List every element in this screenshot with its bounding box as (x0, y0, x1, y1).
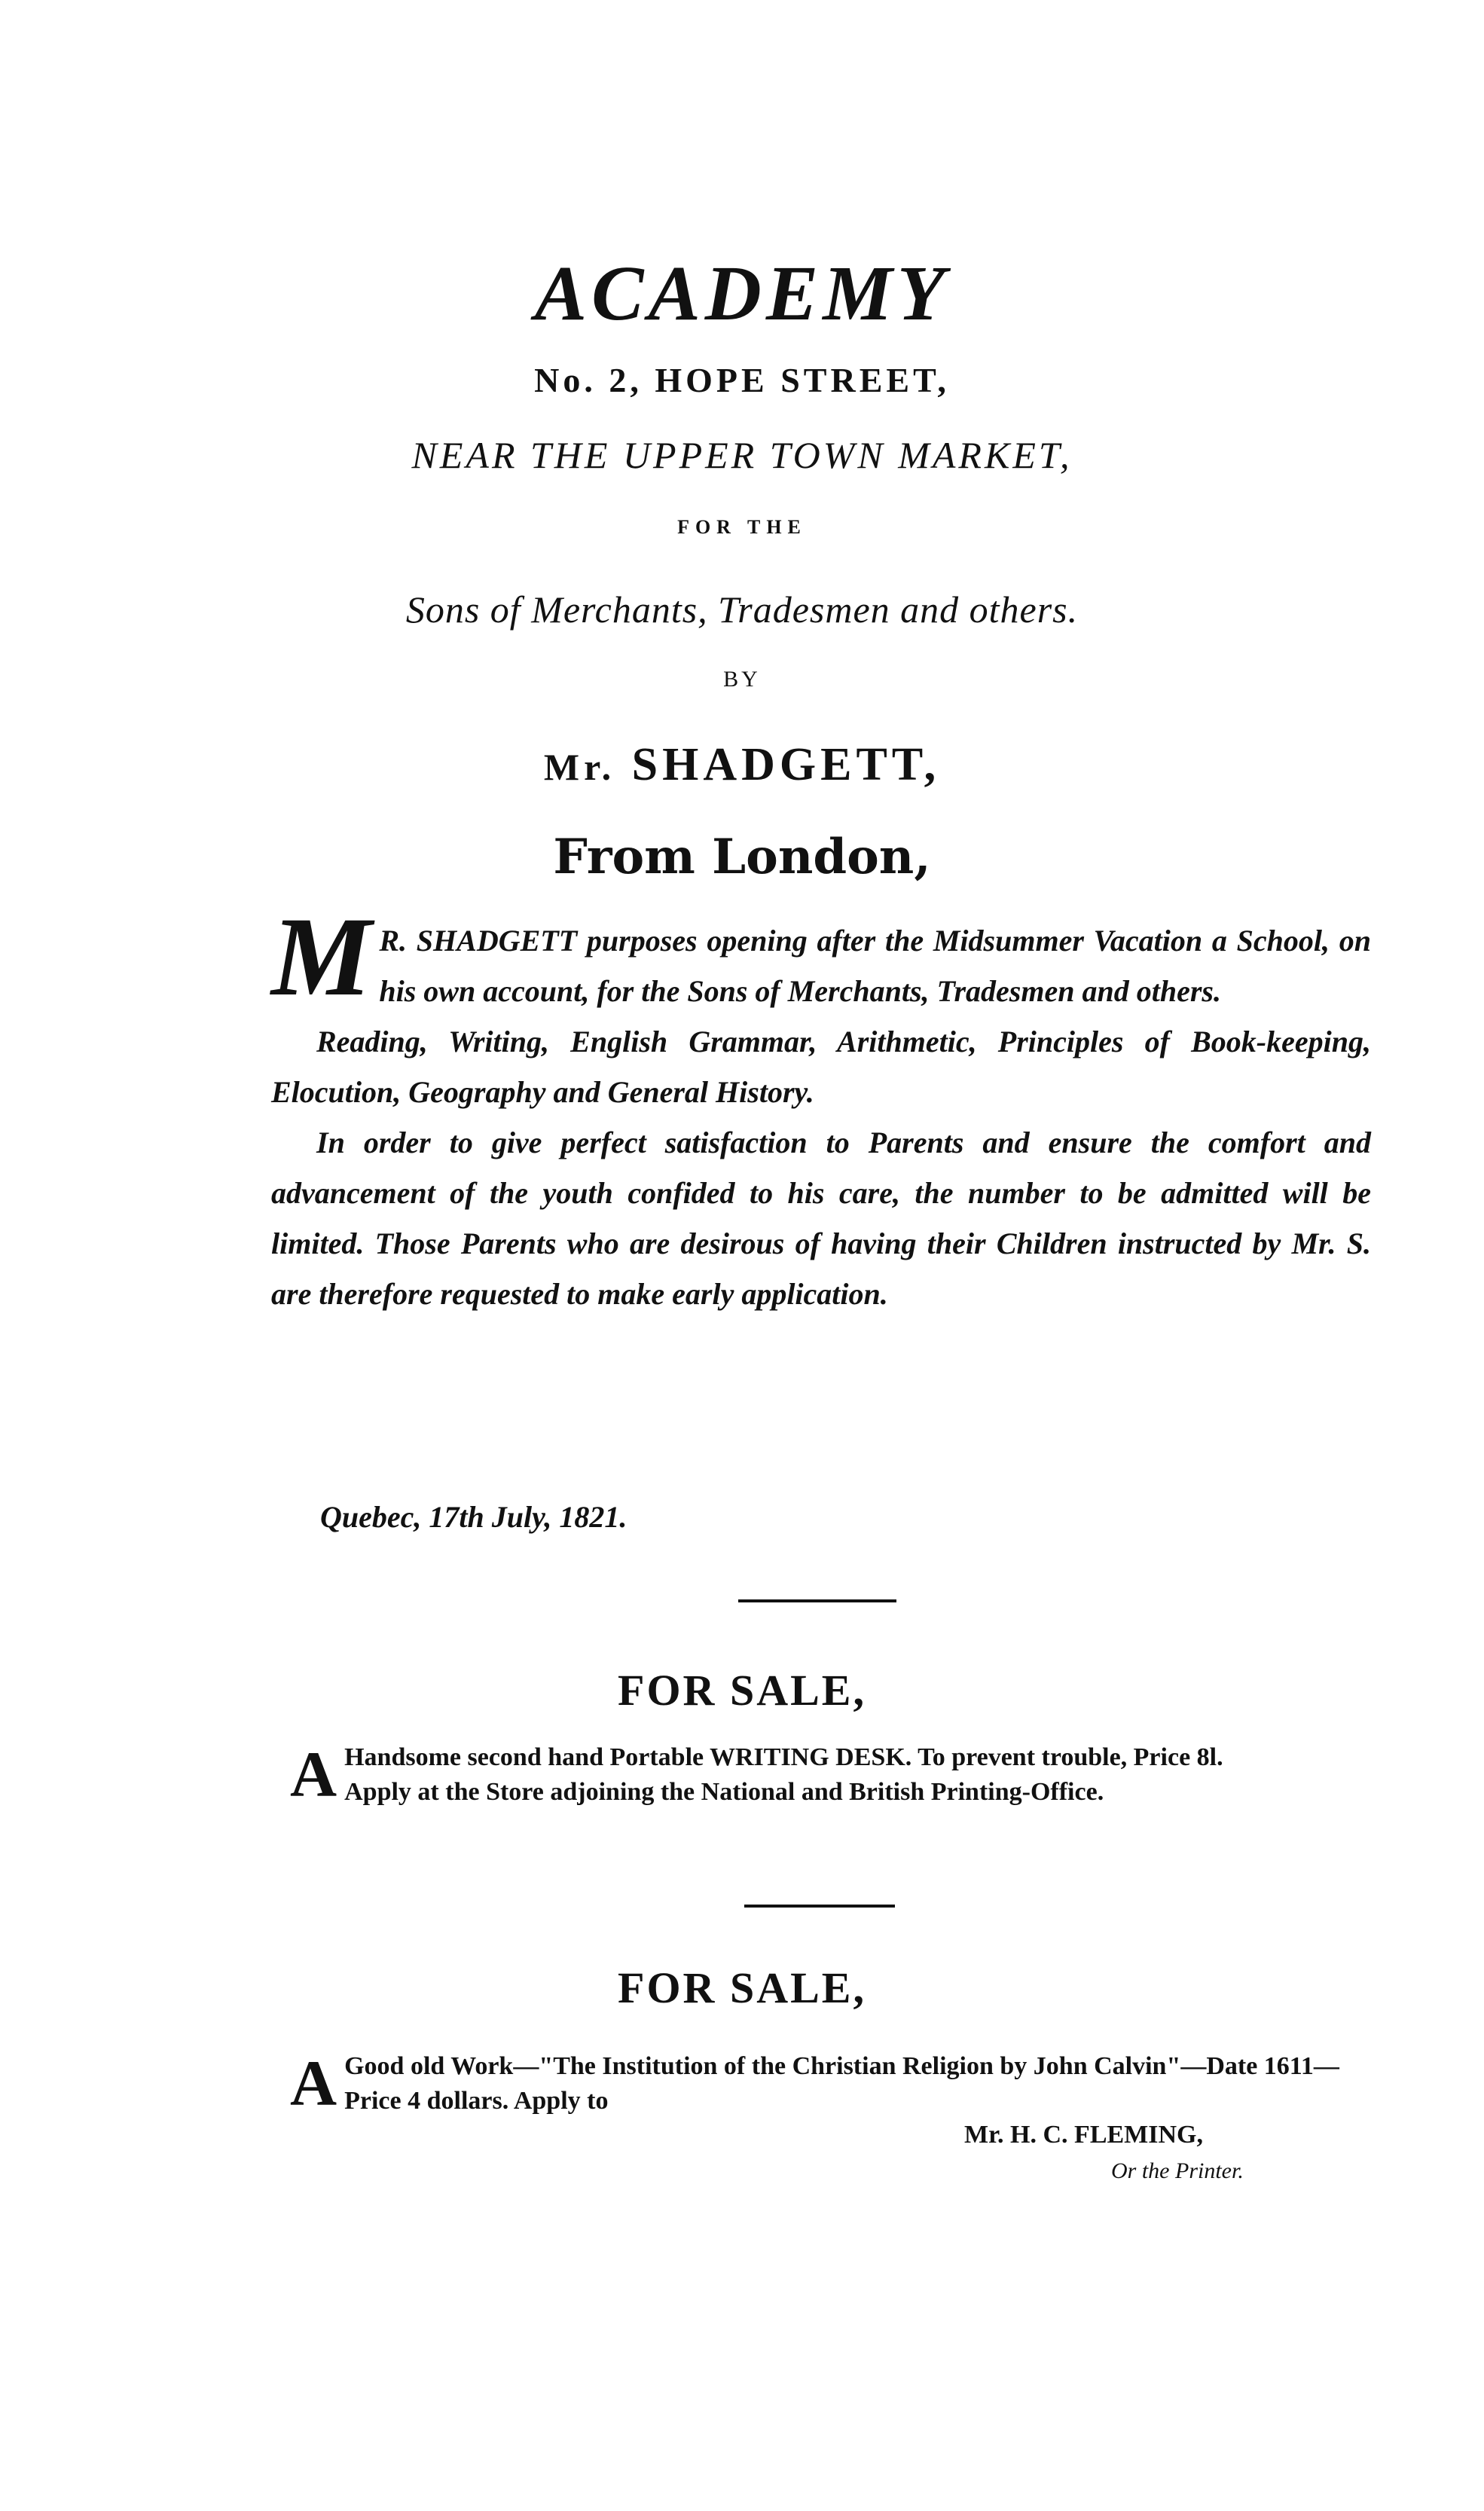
sale-heading-1: FOR SALE, (618, 1666, 866, 1715)
notice-paragraph-1 (271, 894, 1371, 1019)
apply-to-name: Mr. H. C. FLEMING, (964, 2121, 1204, 2149)
ad-initial: A (290, 2047, 337, 2119)
section-divider (744, 1905, 895, 1908)
address-street: No. 2, HOPE STREET, (534, 361, 950, 399)
dateline: Quebec, 17th July, 1821. (320, 1500, 627, 1534)
sale-ad-calvin-book (290, 2049, 1375, 2118)
ad-calvin-book-text: Good old Work—"The Institution of the Christian Religion by John Calvin"—Date 1611—Price 4 dollars. Apply to (344, 2052, 1339, 2115)
audience-line: Sons of Merchants, Tradesmen and others. (405, 588, 1079, 631)
notice-paragraph-3: In order to give perfect satisfaction to Parents and ensure the comfort and advancement of the youth confided to his care, the number to be admitted will be limited. Those Parents who are desirous of having their Children instructed by Mr. S. are therefore requested to make early application. (271, 1126, 1371, 1311)
by-label: BY (723, 667, 761, 692)
ad-writing-desk-line-1: Handsome second hand Portable WRITING DESK. To prevent trouble, Price 8l. (344, 1743, 1223, 1771)
teacher-name: SHADGETT, (631, 739, 941, 790)
teacher-prefix: Mr. (543, 746, 616, 788)
for-the-label: FOR THE (677, 516, 807, 538)
address-market: NEAR THE UPPER TOWN MARKET, (411, 434, 1073, 476)
apply-to-block (964, 2117, 1244, 2189)
origin-line: From London, (553, 829, 931, 885)
ad-initial: A (290, 1738, 337, 1810)
ad-writing-desk-line-2: Apply at the Store adjoining the National and British Printing-Office. (344, 1778, 1104, 1806)
sale-heading-2: FOR SALE, (618, 1963, 866, 2012)
section-divider (738, 1599, 896, 1602)
apply-to-alternative: Or the Printer. (1111, 2158, 1244, 2183)
academy-notice (271, 894, 1371, 1319)
sale-ad-writing-desk (290, 1740, 1375, 1810)
drop-cap: M (271, 894, 372, 1019)
notice-paragraph-2: Reading, Writing, English Grammar, Arithmetic, Principles of Book-keeping, Elocution, Geography and General History. (271, 1025, 1371, 1109)
notice-paragraph-1-text: R. SHADGETT purposes opening after the Midsummer Vacation a School, on his own account, for the Sons of Merchants, Tradesmen and others. (379, 924, 1371, 1008)
teacher-name-line (0, 738, 1484, 792)
academy-title: ACADEMY (534, 250, 950, 337)
